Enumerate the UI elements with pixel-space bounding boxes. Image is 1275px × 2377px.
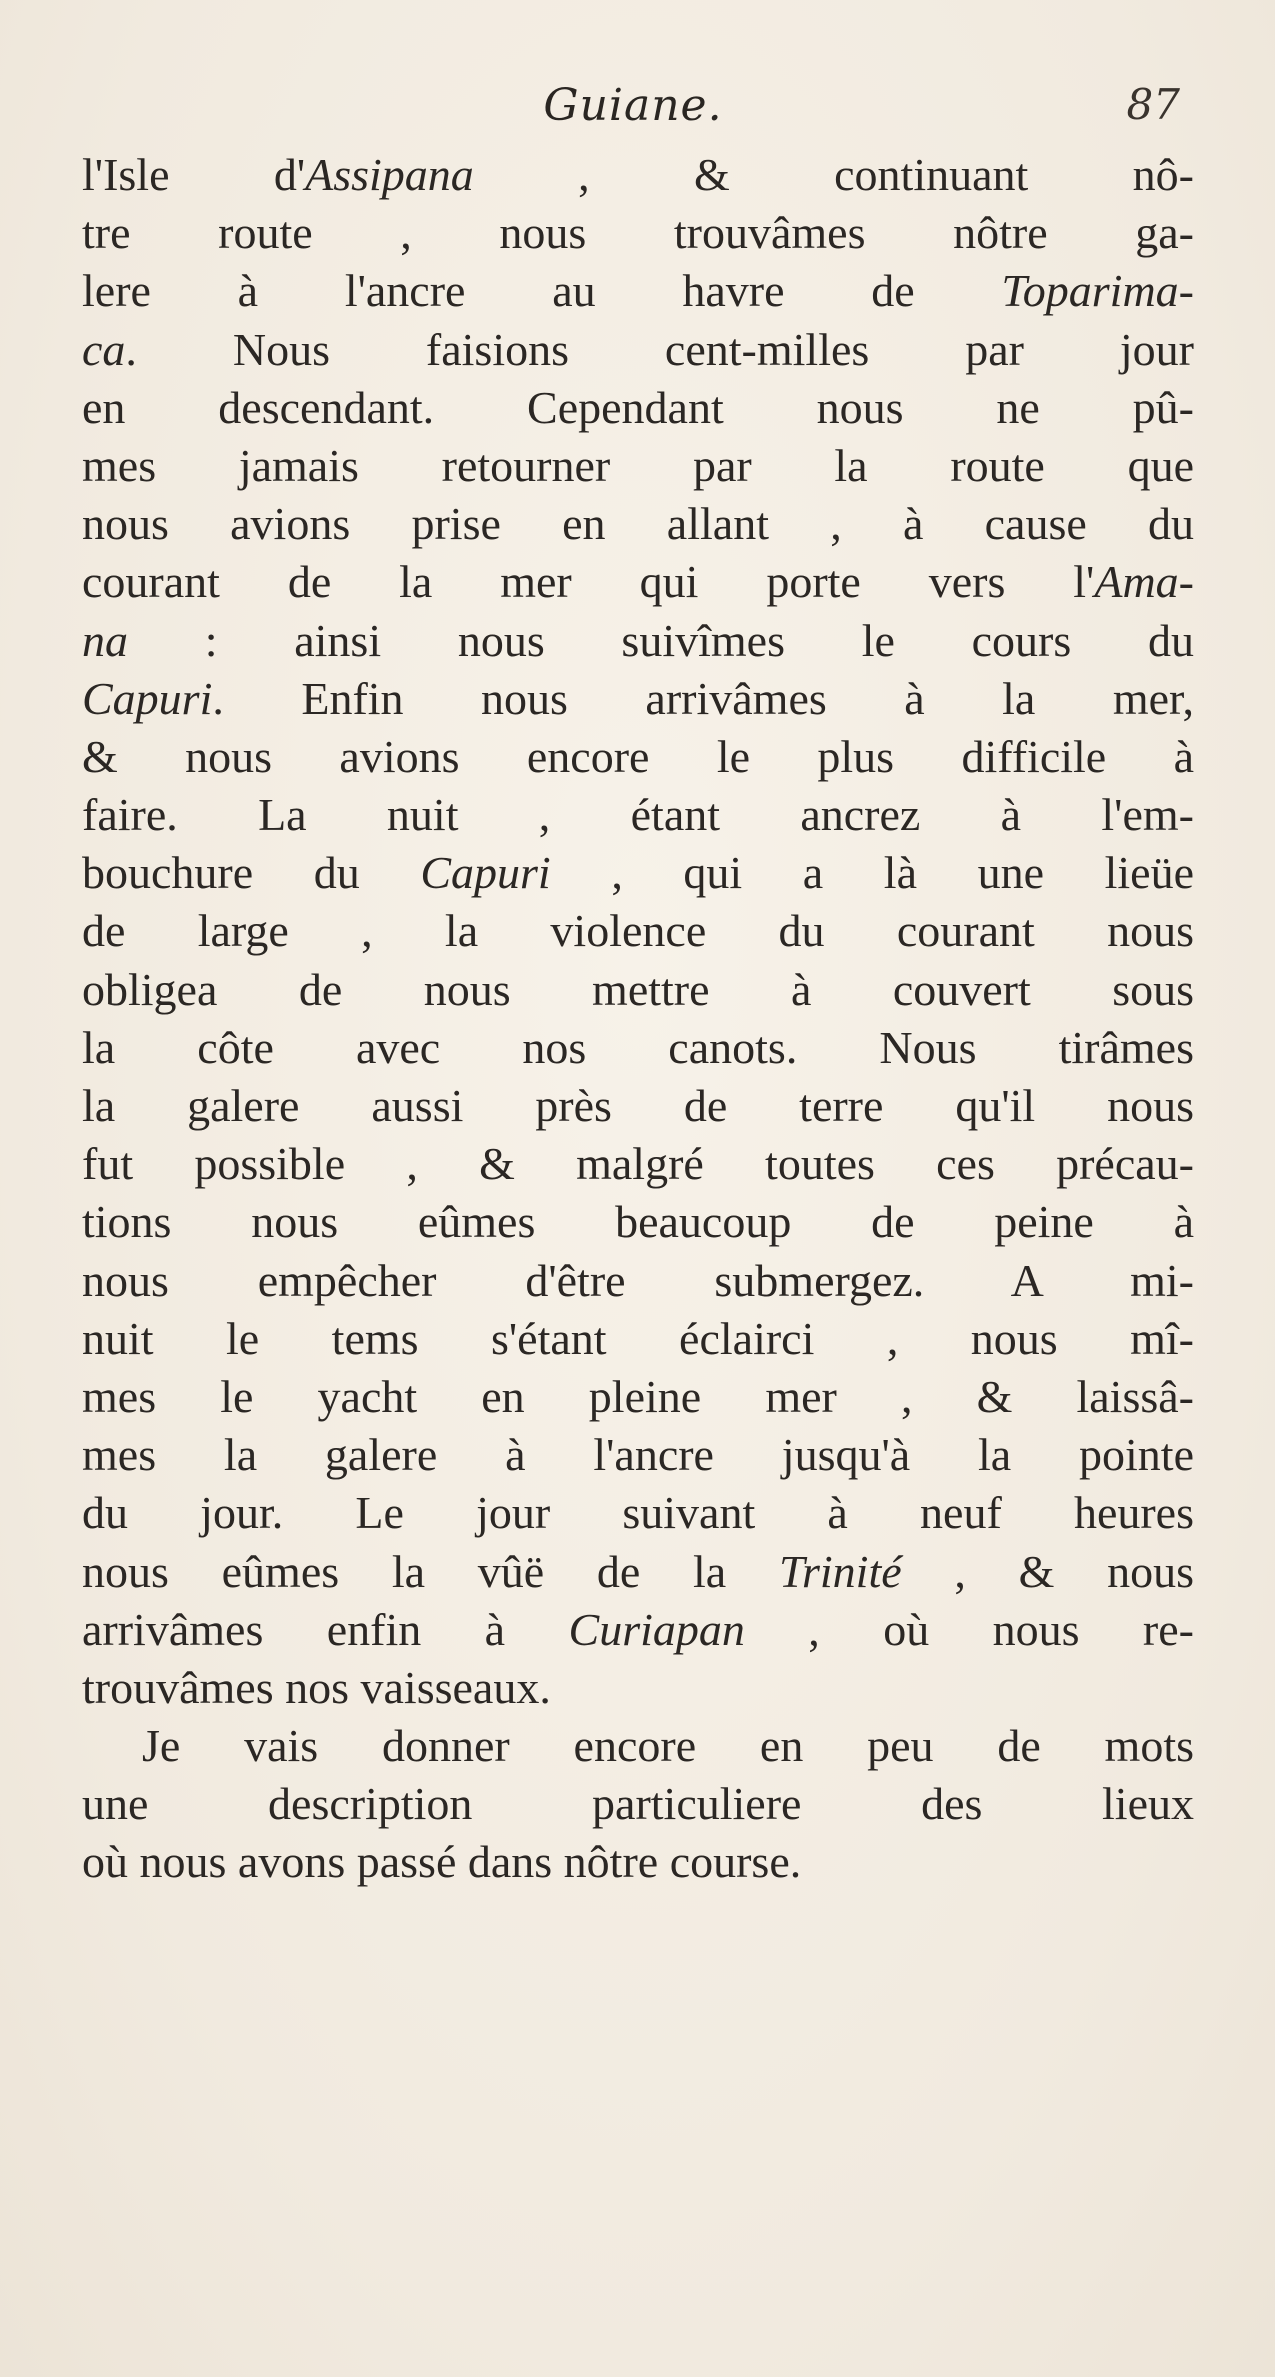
- text-line: une description particuliere des lieux: [82, 1778, 1194, 1830]
- text-line: tions nous eûmes beaucoup de peine à: [82, 1196, 1194, 1248]
- page-number: 87: [1126, 80, 1180, 129]
- text-line: na : ainsi nous suivîmes le cours du: [82, 614, 1194, 666]
- text-line: mes jamais retourner par la route que: [82, 439, 1194, 491]
- page-header: [78, 72, 1188, 142]
- text-line: tre route , nous trouvâmes nôtre ga-: [82, 207, 1194, 259]
- text-line: fut possible , & malgré toutes ces précau-: [82, 1138, 1194, 1190]
- text-line: nuit le tems s'étant éclairci , nous mî-: [82, 1312, 1194, 1364]
- text-line: trouvâmes nos vaisseaux.: [82, 1661, 551, 1713]
- text-line: & nous avions encore le plus difficile à: [82, 730, 1194, 782]
- text-line: la côte avec nos canots. Nous tirâmes: [82, 1021, 1194, 1073]
- text-line: obligea de nous mettre à couvert sous: [82, 963, 1194, 1015]
- text-line: nous eûmes la vûë de la Trinité , & nous: [82, 1545, 1194, 1597]
- text-line: mes la galere à l'ancre jusqu'à la pointe: [82, 1429, 1194, 1481]
- text-line: l'Isle d'Assipana , & continuant nô-: [82, 149, 1194, 200]
- body-text: [82, 146, 1194, 1892]
- text-line: faire. La nuit , étant ancrez à l'em-: [82, 789, 1194, 841]
- text-line: courant de la mer qui porte vers l'Ama-: [82, 556, 1194, 608]
- text-line: Je vais donner encore en peu de mots: [142, 1720, 1194, 1772]
- text-line: du jour. Le jour suivant à neuf heures: [82, 1487, 1194, 1539]
- running-title: Guiane.: [543, 80, 723, 131]
- text-line: où nous avons passé dans nôtre course.: [82, 1836, 802, 1888]
- text-line: Capuri. Enfin nous arrivâmes à la mer,: [82, 672, 1194, 724]
- text-line: de large , la violence du courant nous: [82, 905, 1194, 957]
- text-line: nous avions prise en allant , à cause du: [82, 498, 1194, 550]
- text-line: ca. Nous faisions cent-milles par jour: [82, 323, 1194, 375]
- text-line: la galere aussi près de terre qu'il nous: [82, 1080, 1194, 1131]
- text-line: nous empêcher d'être submergez. A mi-: [82, 1254, 1194, 1306]
- text-line: en descendant. Cependant nous ne pû-: [82, 381, 1194, 433]
- text-line: arrivâmes enfin à Curiapan , où nous re-: [82, 1603, 1194, 1655]
- text-line: lere à l'ancre au havre de Toparima-: [82, 265, 1194, 317]
- text-line: mes le yacht en pleine mer , & laissâ-: [82, 1370, 1194, 1422]
- text-line: bouchure du Capuri , qui a là une lieüe: [82, 847, 1194, 899]
